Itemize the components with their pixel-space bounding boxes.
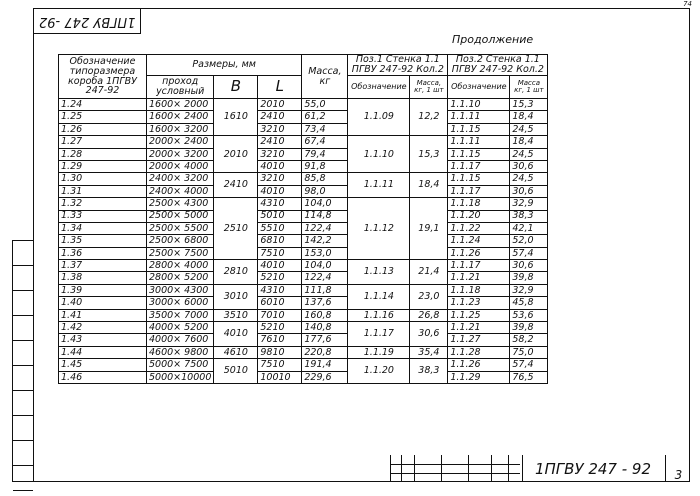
header-sub-designation2: Обозначение [448,76,510,99]
row-pos1-designation: 1.1.12 [348,198,410,260]
row-mass: 160,8 [302,309,348,321]
row-pos2-designation: 1.1.10 [448,99,510,111]
header-dimensions: Размеры, мм [147,55,302,76]
row-pos2-designation: 1.1.11 [448,136,510,148]
row-pos2-mass: 24,5 [510,173,548,185]
row-B: 3510 [214,309,258,321]
row-pos2-mass: 30,6 [510,160,548,172]
table-row [59,198,548,210]
row-L: 2410 [258,111,302,123]
row-pos1-mass: 18,4 [410,173,448,198]
table-row [59,235,548,247]
row-pos1-mass: 15,3 [410,136,448,173]
row-designation: 1.38 [59,272,147,284]
row-mass: 98,0 [302,185,348,197]
row-designation: 1.37 [59,260,147,272]
row-passage: 5000×10000 [147,371,214,383]
row-mass: 142,2 [302,235,348,247]
row-pos2-designation: 1.1.29 [448,371,510,383]
table-row [59,247,548,259]
row-B: 2810 [214,260,258,285]
row-mass: 67,4 [302,136,348,148]
table-row [59,297,548,309]
row-pos2-mass: 38,3 [510,210,548,222]
row-L: 5010 [258,210,302,222]
row-designation: 1.32 [59,198,147,210]
table-row [59,322,548,334]
row-L: 7010 [258,309,302,321]
header-sub-mass2: Масса кг, 1 шт [510,76,548,99]
row-passage: 2000× 2400 [147,136,214,148]
row-B: 2010 [214,136,258,173]
row-passage: 1600× 3200 [147,123,214,135]
row-mass: 111,8 [302,284,348,296]
sheet-number: 3 [665,455,691,482]
row-pos2-mass: 45,8 [510,297,548,309]
row-L: 2010 [258,99,302,111]
sizes-table [58,54,548,384]
row-designation: 1.24 [59,99,147,111]
row-passage: 2500× 6800 [147,235,214,247]
row-L: 4310 [258,198,302,210]
row-L: 3210 [258,173,302,185]
row-passage: 5000× 7500 [147,359,214,371]
row-pos1-mass: 30,6 [410,322,448,347]
row-B: 4010 [214,322,258,347]
row-mass: 122,4 [302,272,348,284]
row-pos2-mass: 24,5 [510,148,548,160]
row-pos2-mass: 39,8 [510,272,548,284]
row-pos1-designation: 1.1.09 [348,99,410,136]
row-mass: 191,4 [302,359,348,371]
row-pos1-mass: 35,4 [410,346,448,358]
row-pos1-mass: 38,3 [410,359,448,384]
row-passage: 3500× 7000 [147,309,214,321]
row-designation: 1.41 [59,309,147,321]
row-L: 3210 [258,148,302,160]
row-pos1-mass: 12,2 [410,99,448,136]
header-mass: Масса, кг [302,55,348,99]
row-pos2-designation: 1.1.15 [448,123,510,135]
header-passage: проход условный [147,76,214,99]
row-mass: 122,4 [302,222,348,234]
row-pos2-mass: 75,0 [510,346,548,358]
stamp-text: 1ПГВУ 247 -92 [38,13,136,29]
table-row [59,210,548,222]
header-B: B [214,76,258,99]
row-designation: 1.39 [59,284,147,296]
row-pos1-mass: 23,0 [410,284,448,309]
row-designation: 1.30 [59,173,147,185]
row-pos1-mass: 19,1 [410,198,448,260]
row-passage: 3000× 4300 [147,284,214,296]
row-designation: 1.27 [59,136,147,148]
table-row [59,359,548,371]
row-pos2-mass: 57,4 [510,247,548,259]
row-pos2-mass: 39,8 [510,322,548,334]
row-designation: 1.31 [59,185,147,197]
row-L: 5510 [258,222,302,234]
row-B: 2410 [214,173,258,198]
row-mass: 220,8 [302,346,348,358]
row-passage: 2000× 4000 [147,160,214,172]
row-passage: 1600× 2000 [147,99,214,111]
row-B: 2510 [214,198,258,260]
row-mass: 114,8 [302,210,348,222]
row-designation: 1.44 [59,346,147,358]
row-pos1-designation: 1.1.17 [348,322,410,347]
row-pos2-mass: 15,3 [510,99,548,111]
row-L: 9810 [258,346,302,358]
row-pos2-mass: 18,4 [510,136,548,148]
row-L: 4010 [258,160,302,172]
row-pos2-mass: 18,4 [510,111,548,123]
row-pos2-designation: 1.1.21 [448,272,510,284]
row-B: 5010 [214,359,258,384]
row-pos2-mass: 32,9 [510,198,548,210]
row-passage: 4000× 7600 [147,334,214,346]
header-pos2: Поз.2 Стенка 1.1 ПГВУ 247-92 Кол.2 [448,55,548,76]
table-row [59,99,548,111]
row-passage: 2500× 5000 [147,210,214,222]
row-passage: 2400× 4000 [147,185,214,197]
row-pos2-mass: 42,1 [510,222,548,234]
row-passage: 3000× 6000 [147,297,214,309]
row-mass: 177,6 [302,334,348,346]
row-pos2-mass: 58,2 [510,334,548,346]
table-row [59,123,548,135]
row-pos2-designation: 1.1.20 [448,210,510,222]
row-L: 4310 [258,284,302,296]
row-pos1-designation: 1.1.13 [348,260,410,285]
table-row [59,222,548,234]
row-B: 4610 [214,346,258,358]
row-B: 1610 [214,99,258,136]
row-pos2-designation: 1.1.18 [448,284,510,296]
row-pos2-designation: 1.1.15 [448,173,510,185]
row-mass: 85,8 [302,173,348,185]
row-designation: 1.26 [59,123,147,135]
row-designation: 1.34 [59,222,147,234]
row-pos1-designation: 1.1.16 [348,309,410,321]
row-mass: 91,8 [302,160,348,172]
row-designation: 1.43 [59,334,147,346]
row-mass: 61,2 [302,111,348,123]
row-passage: 2400× 3200 [147,173,214,185]
row-mass: 229,6 [302,371,348,383]
row-L: 5210 [258,272,302,284]
row-B: 3010 [214,284,258,309]
row-passage: 2500× 7500 [147,247,214,259]
row-mass: 137,6 [302,297,348,309]
row-L: 2410 [258,136,302,148]
table-row [59,111,548,123]
row-pos2-designation: 1.1.26 [448,247,510,259]
header-designation: Обозначение типоразмера короба 1ПГВУ 247-92 [59,55,147,99]
row-pos2-designation: 1.1.17 [448,160,510,172]
row-mass: 140,8 [302,322,348,334]
table-row [59,284,548,296]
table-row [59,334,548,346]
row-pos2-designation: 1.1.24 [448,235,510,247]
row-L: 3210 [258,123,302,135]
row-pos2-mass: 30,6 [510,185,548,197]
table-row [59,346,548,358]
row-designation: 1.25 [59,111,147,123]
table-row [59,160,548,172]
header-sub-designation: Обозначение [348,76,410,99]
continuation-label: Продолжение [452,33,534,46]
titleblock-code: 1ПГВУ 247 - 92 [522,455,663,482]
row-pos2-mass: 57,4 [510,359,548,371]
header-L: L [258,76,302,99]
row-L: 4010 [258,185,302,197]
row-pos2-mass: 32,9 [510,284,548,296]
page-mark: 74 [683,0,692,8]
row-pos2-designation: 1.1.17 [448,185,510,197]
row-pos2-designation: 1.1.22 [448,222,510,234]
row-mass: 104,0 [302,260,348,272]
table-row [59,185,548,197]
inverted-stamp [33,8,141,34]
row-pos2-mass: 76,5 [510,371,548,383]
table-row [59,272,548,284]
header-pos1: Поз.1 Стенка 1.1 ПГВУ 247-92 Кол.2 [348,55,448,76]
row-pos2-designation: 1.1.27 [448,334,510,346]
row-pos2-designation: 1.1.17 [448,260,510,272]
row-passage: 2500× 4300 [147,198,214,210]
row-pos2-mass: 52,0 [510,235,548,247]
row-pos2-designation: 1.1.15 [448,148,510,160]
row-pos2-designation: 1.1.26 [448,359,510,371]
row-designation: 1.33 [59,210,147,222]
row-pos2-designation: 1.1.11 [448,111,510,123]
row-pos1-designation: 1.1.11 [348,173,410,198]
row-L: 10010 [258,371,302,383]
row-L: 6010 [258,297,302,309]
header-sub-mass: Масса, кг, 1 шт [410,76,448,99]
title-block [390,455,690,482]
side-stamp [12,240,33,482]
row-mass: 153,0 [302,247,348,259]
table-row [59,309,548,321]
row-pos2-designation: 1.1.18 [448,198,510,210]
row-pos1-mass: 21,4 [410,260,448,285]
row-passage: 2800× 4000 [147,260,214,272]
table-row [59,173,548,185]
row-passage: 2800× 5200 [147,272,214,284]
row-passage: 4600× 9800 [147,346,214,358]
row-L: 6810 [258,235,302,247]
row-pos1-designation: 1.1.14 [348,284,410,309]
row-pos2-mass: 24,5 [510,123,548,135]
row-L: 7510 [258,359,302,371]
row-pos2-designation: 1.1.21 [448,322,510,334]
row-L: 4010 [258,260,302,272]
row-passage: 1600× 2400 [147,111,214,123]
table-row [59,260,548,272]
row-designation: 1.40 [59,297,147,309]
row-pos2-designation: 1.1.28 [448,346,510,358]
row-pos1-designation: 1.1.10 [348,136,410,173]
table-row [59,148,548,160]
row-pos1-mass: 26,8 [410,309,448,321]
row-passage: 2500× 5500 [147,222,214,234]
row-pos2-designation: 1.1.25 [448,309,510,321]
row-mass: 104,0 [302,198,348,210]
row-mass: 79,4 [302,148,348,160]
table-row [59,136,548,148]
row-mass: 73,4 [302,123,348,135]
row-pos1-designation: 1.1.19 [348,346,410,358]
row-pos1-designation: 1.1.20 [348,359,410,384]
row-designation: 1.36 [59,247,147,259]
row-pos2-designation: 1.1.23 [448,297,510,309]
table-row [59,371,548,383]
row-designation: 1.42 [59,322,147,334]
row-L: 7610 [258,334,302,346]
row-designation: 1.35 [59,235,147,247]
row-pos2-mass: 53,6 [510,309,548,321]
row-mass: 55,0 [302,99,348,111]
row-L: 5210 [258,322,302,334]
row-passage: 4000× 5200 [147,322,214,334]
row-designation: 1.28 [59,148,147,160]
row-designation: 1.46 [59,371,147,383]
row-passage: 2000× 3200 [147,148,214,160]
row-designation: 1.29 [59,160,147,172]
row-designation: 1.45 [59,359,147,371]
row-pos2-mass: 30,6 [510,260,548,272]
row-L: 7510 [258,247,302,259]
